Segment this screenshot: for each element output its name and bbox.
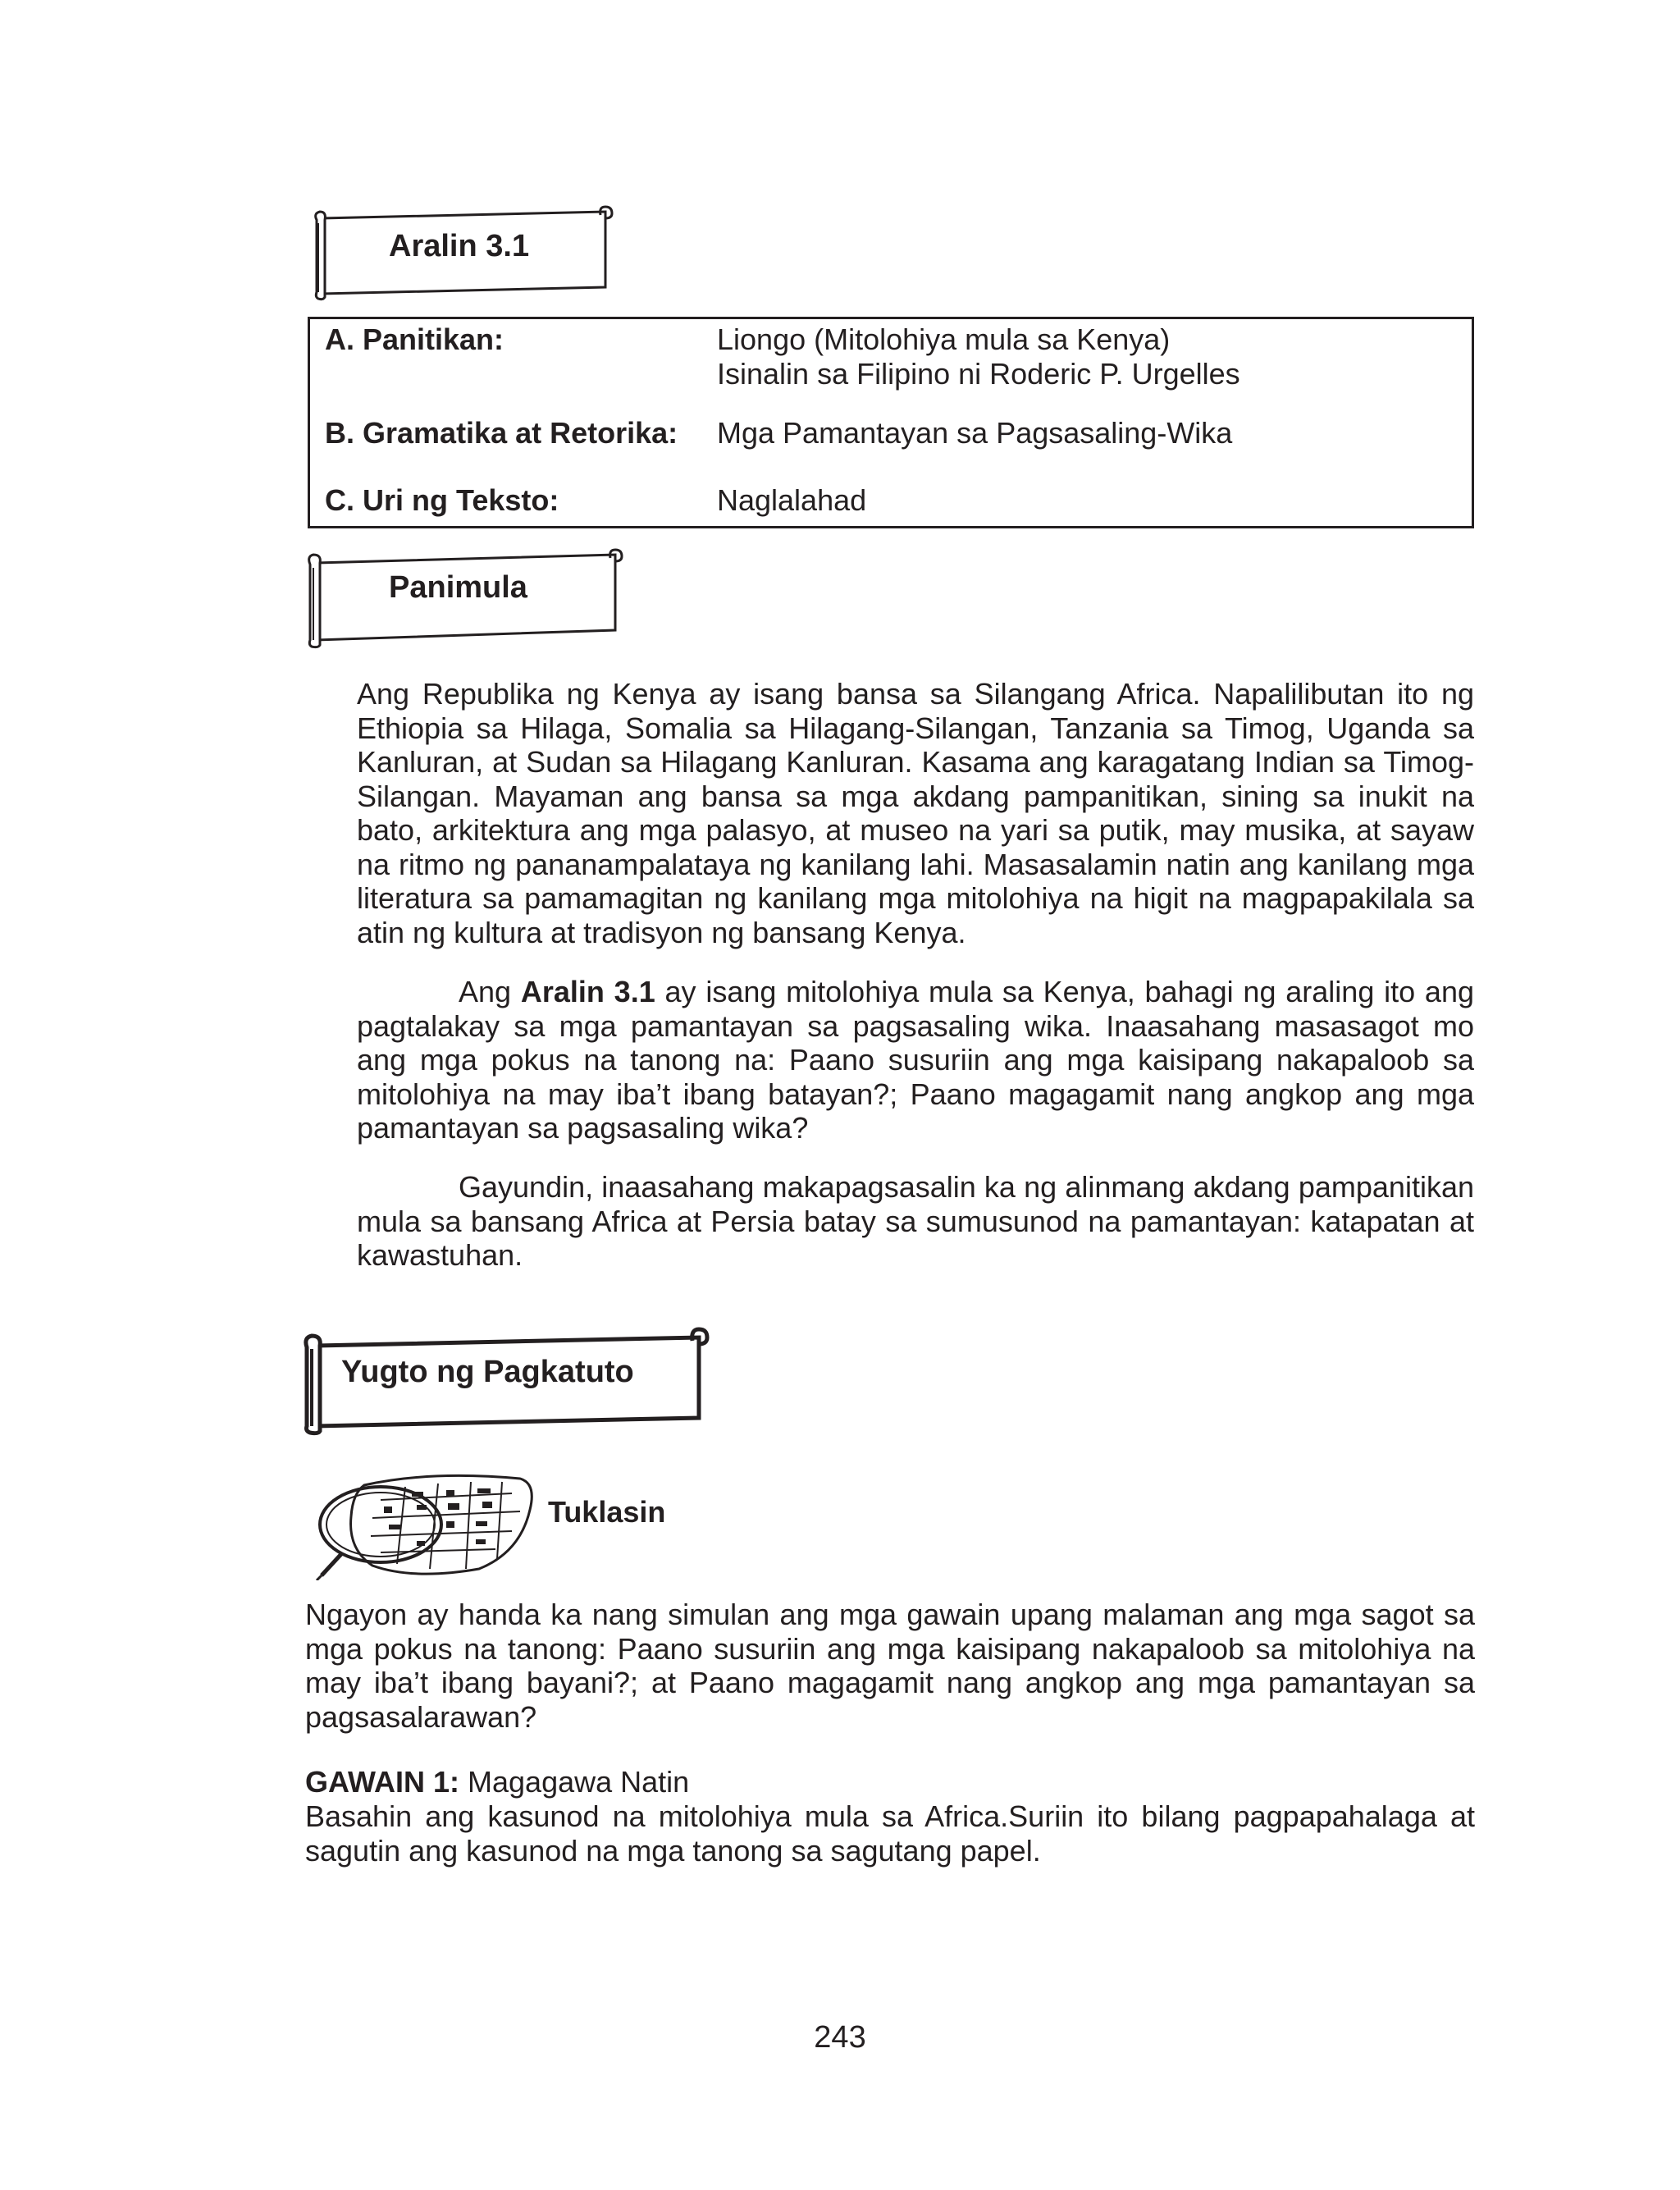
panimula-banner bbox=[304, 545, 623, 650]
info-label: A. Panitikan: bbox=[325, 322, 504, 356]
yugto-banner bbox=[302, 1324, 707, 1436]
info-label: B. Gramatika at Retorika: bbox=[325, 416, 678, 450]
info-label: C. Uri ng Teksto: bbox=[325, 483, 559, 517]
text-run: ay isang mitolohiya mula sa Kenya, bahagi ng araling ito ang pagtalakay sa mga pamantayan sa pagsasaling wika. Inaasahang masasagot mo ang mga pokus na tanong na: Paano susuriin ang mga kaisipang nakapaloob sa mitolohiya na may iba’t ibang batayan?; Paano magagamit nang angkop ang mga pamantayan sa pagsasaling wika? bbox=[357, 975, 1475, 1145]
panimula-paragraph-1: Ang Republika ng Kenya ay isang bansa sa Silangang Africa. Napalilibutan ito ng Ethiopia sa Hilaga, Somalia sa Hilagang-Silangan, Tanzania sa Timog, Uganda sa Kanluran, at Sudan sa Hilagang Kanluran. Kasama ang karagatang Indian sa Timog-Silangan. Mayaman ang bansa sa mga akdang pampanitikan, sining sa inukit na bato, arkitektura ang mga palasyo, at museo na yari sa putik, may musika, at sayaw na ritmo ng pananampalataya ng kanilang lahi. Masasalamin natin ang kanilang mga literatura sa pamamagitan ng kanilang mga mitolohiya na higit na magpapakilala sa atin ng kultura at tradisyon ng bansang Kenya. bbox=[357, 677, 1474, 949]
gawain-label: GAWAIN 1: bbox=[305, 1765, 460, 1799]
info-value: Liongo (Mitolohiya mula sa Kenya) bbox=[717, 322, 1171, 356]
gawain-1-instructions: Basahin ang kasunod na mitolohiya mula sa Africa.Suriin ito bilang pagpapahalaga at sagutin ang kasunod na mga tanong sa sagutang papel. bbox=[305, 1799, 1475, 1868]
tuklasin-heading: Tuklasin bbox=[548, 1495, 666, 1529]
yugto-heading: Yugto ng Pagkatuto bbox=[341, 1355, 634, 1389]
tuklasin-intro: Ngayon ay handa ka nang simulan ang mga gawain upang malaman ang mga sagot sa mga pokus na tanong: Paano susuriin ang mga kaisipang nakapaloob sa mitolohiya na may iba’t ibang bayani?; at Paano magagamit nang angkop ang mga pamantayan sa pagsasalarawan? bbox=[305, 1598, 1475, 1734]
magnifier-tablet-icon bbox=[315, 1467, 538, 1580]
lesson-info-box bbox=[308, 317, 1474, 528]
gawain-title: Magagawa Natin bbox=[459, 1765, 690, 1799]
lesson-title-banner bbox=[310, 203, 615, 302]
panimula-paragraph-3: Gayundin, inaasahang makapagsasalin ka ng alinmang akdang pampanitikan mula sa bansang Africa at Persia batay sa sumusunod na pamantayan: katapatan at kawastuhan. bbox=[357, 1170, 1474, 1272]
panimula-paragraph-2 bbox=[357, 975, 1474, 1145]
info-value-line2: Isinalin sa Filipino ni Roderic P. Urgelles bbox=[717, 357, 1240, 391]
lesson-title: Aralin 3.1 bbox=[389, 229, 530, 263]
gawain-1-heading bbox=[305, 1765, 1475, 1799]
panimula-heading: Panimula bbox=[389, 570, 527, 605]
page-number: 243 bbox=[814, 2020, 866, 2055]
info-value: Naglalahad bbox=[717, 483, 867, 517]
info-value: Mga Pamantayan sa Pagsasaling-Wika bbox=[717, 416, 1233, 450]
lesson-reference: Aralin 3.1 bbox=[520, 975, 655, 1008]
text-run: Ang bbox=[459, 975, 521, 1008]
